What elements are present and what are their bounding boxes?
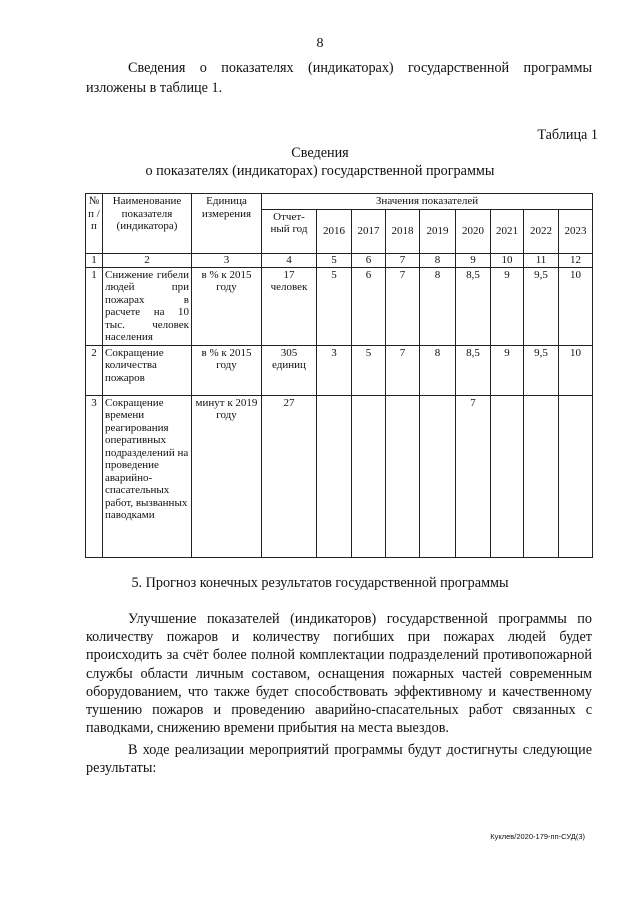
row-value: 7: [386, 267, 420, 345]
header-year: 2017: [352, 209, 386, 253]
header-year: 2021: [491, 209, 524, 253]
header-year: 2022: [524, 209, 559, 253]
indicators-table: [85, 193, 593, 558]
header-year: 2018: [386, 209, 420, 253]
row-value: [524, 395, 559, 557]
row-value: 5: [317, 267, 352, 345]
column-number: 7: [386, 253, 420, 267]
table-label: Таблица 1: [537, 127, 598, 143]
header-year: 2020: [456, 209, 491, 253]
header-year: 2019: [420, 209, 456, 253]
row-name: Снижение гибели людей при пожарах в расчете на 10 тыс. человек населения: [103, 267, 192, 345]
row-value: 9,5: [524, 345, 559, 395]
table-row: [86, 395, 593, 557]
row-value: [559, 395, 593, 557]
header-values-group: Значения показателей: [262, 194, 593, 210]
row-value: 10: [559, 267, 593, 345]
column-number: 9: [456, 253, 491, 267]
table-title-line-1: Сведения: [291, 145, 349, 161]
row-value: 5: [352, 345, 386, 395]
table-header-row-1: [86, 194, 593, 210]
row-unit: минут к 2019 году: [192, 395, 262, 557]
row-value: 7: [386, 345, 420, 395]
column-number: 12: [559, 253, 593, 267]
row-value: 8: [420, 267, 456, 345]
body-paragraph-1: Улучшение показателей (индикаторов) государственной программы по количеству пожаров и количеству погибших при пожарах людей будет происходить за счёт более полной комплектации подразделений противопожарной службы области личным составом, оснащения пожарных частей современным оборудованием, что также будет способствовать эффективному и качественному тушению пожаров и проведению аварийно-спасательных работ связанных с паводками, снижению времени прибытия на места выездов.: [86, 611, 592, 737]
header-name: Наименование показателя (индикатора): [103, 194, 192, 254]
row-name: Сокращение времени реагирования оперативных подразделений на проведение аварийно-спасательных работ, вызванных паводками: [103, 395, 192, 557]
row-value: [491, 395, 524, 557]
row-report: 17 человек: [262, 267, 317, 345]
row-value: 6: [352, 267, 386, 345]
header-num: № п /п: [86, 194, 103, 254]
page-number: 8: [316, 36, 324, 51]
row-value: [317, 395, 352, 557]
row-value: 9,5: [524, 267, 559, 345]
row-value: 9: [491, 267, 524, 345]
table-title: [0, 144, 640, 180]
column-number: 11: [524, 253, 559, 267]
column-number: 1: [86, 253, 103, 267]
table-row: [86, 345, 593, 395]
row-value: [386, 395, 420, 557]
column-number: 3: [192, 253, 262, 267]
row-unit: в % к 2015 году: [192, 267, 262, 345]
header-unit: Единица измерения: [192, 194, 262, 254]
column-number: 10: [491, 253, 524, 267]
column-number: 6: [352, 253, 386, 267]
row-value: 3: [317, 345, 352, 395]
section-heading: 5. Прогноз конечных результатов государственной программы: [131, 575, 509, 591]
header-year: 2016: [317, 209, 352, 253]
row-value: 8,5: [456, 345, 491, 395]
row-value: [420, 395, 456, 557]
row-value: 7: [456, 395, 491, 557]
footer-code: Куклев/2020-179-пп-СУД(3): [490, 832, 585, 841]
row-unit: в % к 2015 году: [192, 345, 262, 395]
row-value: 9: [491, 345, 524, 395]
column-number: 8: [420, 253, 456, 267]
column-number: 2: [103, 253, 192, 267]
intro-paragraph: Сведения о показателях (индикаторах) государственной программы изложены в таблице 1.: [86, 60, 592, 96]
row-num: 3: [86, 395, 103, 557]
row-value: 8,5: [456, 267, 491, 345]
header-year: 2023: [559, 209, 593, 253]
column-number: 5: [317, 253, 352, 267]
row-name: Сокращение количества пожаров: [103, 345, 192, 395]
row-report: 305 единиц: [262, 345, 317, 395]
row-value: 8: [420, 345, 456, 395]
table-row: [86, 267, 593, 345]
column-number: 4: [262, 253, 317, 267]
table-title-line-2: о показателях (индикаторах) государственной программы: [145, 163, 495, 179]
body-paragraph-2: В ходе реализации мероприятий программы будут достигнуты следующие результаты:: [86, 742, 592, 777]
header-report-year: Отчет-ный год: [262, 209, 317, 253]
column-numbers-row: [86, 253, 593, 267]
row-value: [352, 395, 386, 557]
row-value: 10: [559, 345, 593, 395]
row-num: 1: [86, 267, 103, 345]
row-num: 2: [86, 345, 103, 395]
row-report: 27: [262, 395, 317, 557]
